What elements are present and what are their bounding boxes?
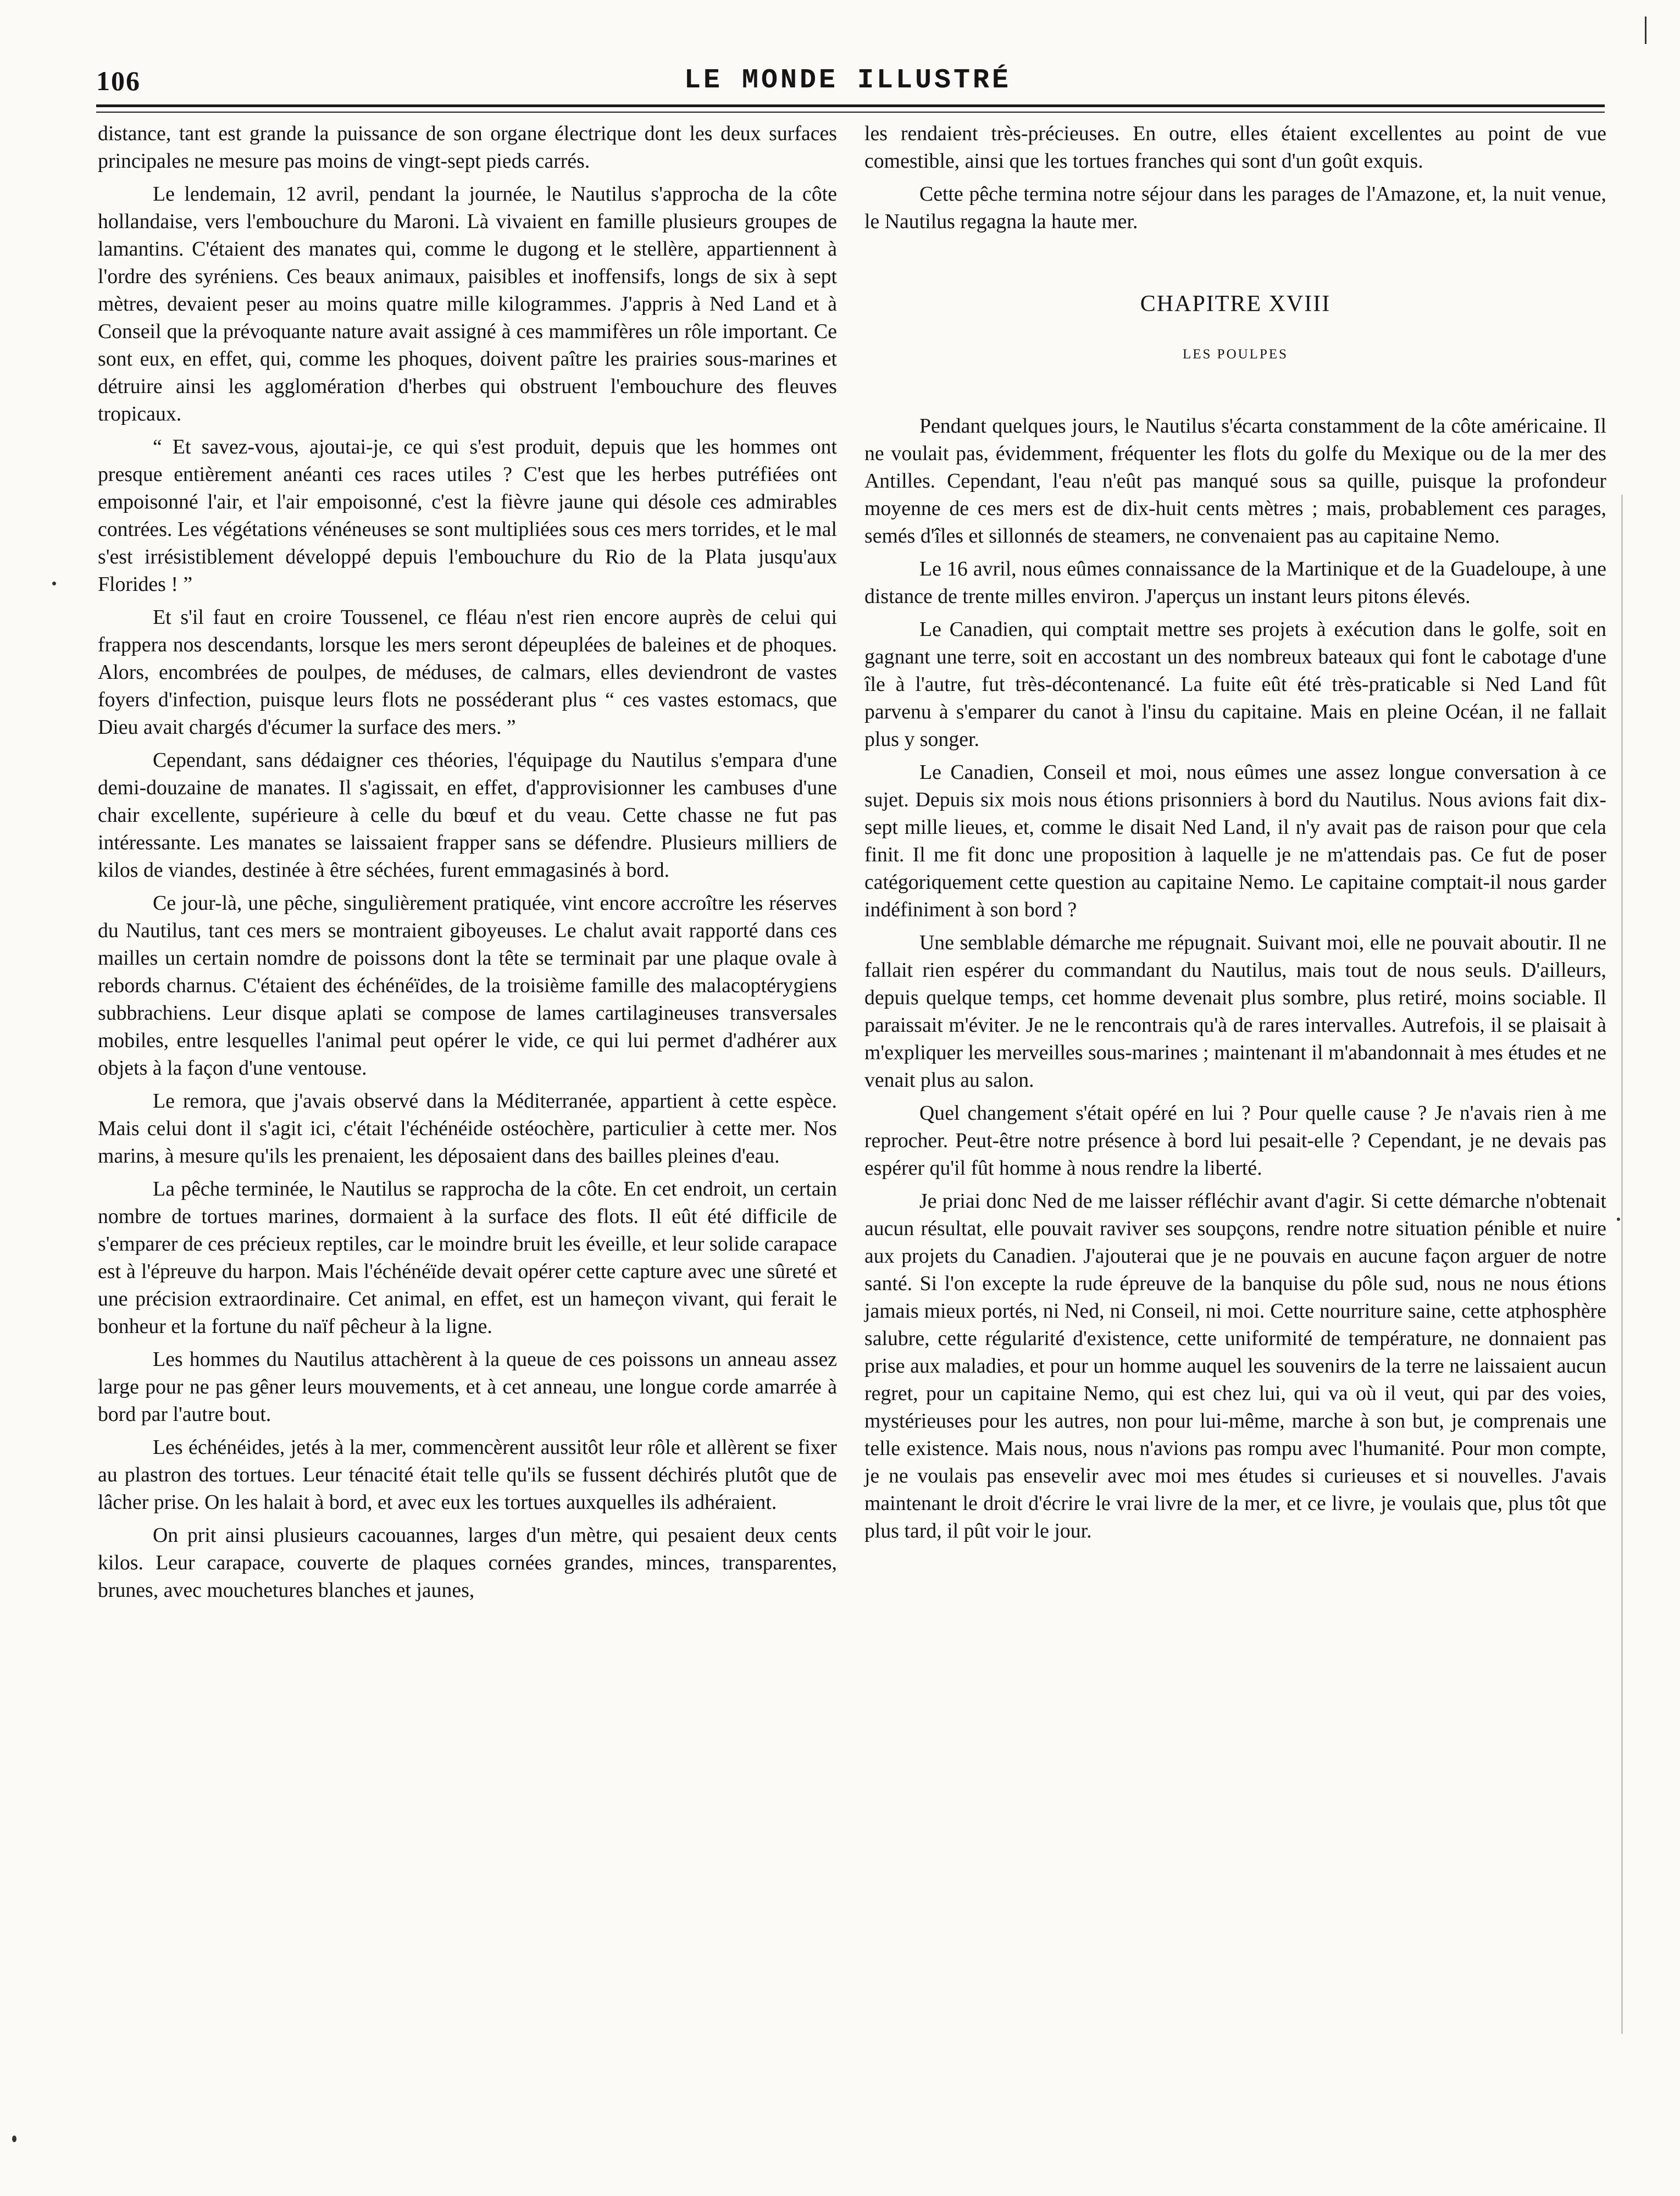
paragraph: Cependant, sans dédaigner ces théories, l'équipage du Nautilus s'empara d'une demi-douzaine de manates. Il s'agissait, en effet, d'approvisionner les cambuses d'une chair excellente, supérieure à celle du bœuf et du veau. Cette chasse ne fut pas intéressante. Les manates se laissaient frapper sans se défendre. Plusieurs milliers de kilos de viandes, destinée à être séchées, furent emmagasinés à bord. <box>98 749 837 882</box>
paragraph: Et s'il faut en croire Toussenel, ce fléau n'est rien encore auprès de celui qui frappera nos descendants, lorsque les mers seront dépeuplées de baleines et de phoques. Alors, encombrées de poulpes, de méduses, de calmars, elles deviendront de vastes foyers d'infection, puisque leurs flots ne posséderant plus “ ces vastes estomacs, que Dieu avait chargés d'écumer la surface des mers. ” <box>98 606 837 739</box>
paragraph: Je priai donc Ned de me laisser réfléchir avant d'agir. Si cette démarche n'obtenait aucun résultat, elle pouvait raviver ses soupçons, rendre notre situation pénible et nuire aux projets du Canadien. J'ajouterai que je ne pouvais en aucune façon arguer de notre santé. Si l'on excepte la rude épreuve de la banquise du pôle sud, nous ne nous étions jamais mieux portés, ni Ned, ni Conseil, ni moi. Cette nourriture saine, cette atphosphère salubre, cette régularité d'existence, cette uniformité de température, ne donnaient pas prise aux maladies, et pour un homme auquel les souvenirs de la terre ne laissaient aucun regret, pour un capitaine Nemo, qui est chez lui, qui va où il veut, qui par des voies, mystérieuses pour les autres, non pour lui-même, marche à son but, je comprenais une telle existence. Mais nous, nous n'avions pas rompu avec l'humanité. Pour mon compte, je ne voulais pas ensevelir avec moi mes études si curieuses et si nouvelles. J'avais maintenant le droit d'écrire le vrai livre de la mer, et ce livre, je voulais que, plus tôt que plus tard, il pût voir le jour. <box>864 1190 1606 1542</box>
paragraph: Cette pêche termina notre séjour dans les parages de l'Amazone, et, la nuit venue, le Nautilus regagna la haute mer. <box>864 182 1606 233</box>
paragraph: Les échénéides, jetés à la mer, commencèrent aussitôt leur rôle et allèrent se fixer au plastron des tortues. Leur ténacité était telle qu'ils se fussent déchirés plutôt que de lâcher prise. On les halait à bord, et avec eux les tortues auxquelles ils adhéraient. <box>98 1436 837 1514</box>
chapter-title: CHAPITRE XVIII <box>1140 291 1331 317</box>
print-speck <box>12 2136 16 2142</box>
header-rule-thin <box>96 112 1605 113</box>
right-column <box>864 120 1606 1550</box>
paragraph: On prit ainsi plusieurs cacouannes, larges d'un mètre, qui pesaient deux cents kilos. Leur carapace, couverte de plaques cornées grandes, minces, transparentes, brunes, avec mouchetures blanches et jaunes, <box>98 1524 837 1602</box>
left-column <box>98 120 837 1609</box>
paragraph: Le remora, que j'avais observé dans la Méditerranée, appartient à cette espèce. Mais celui dont il s'agit ici, c'était l'échénéide ostéochère, particulier à cette mer. Nos marins, à mesure qu'ils les prenaient, les déposaient dans des bailles pleines d'eau. <box>98 1089 837 1168</box>
paragraph: Le lendemain, 12 avril, pendant la journée, le Nautilus s'approcha de la côte hollandaise, vers l'embouchure du Maroni. Là vivaient en famille plusieurs groupes de lamantins. C'étaient des manates qui, comme le dugong et le stellère, appartiennent à l'ordre des syréniens. Ces beaux animaux, paisibles et inoffensifs, longs de six à sept mètres, devaient peser au moins quatre mille kilogrammes. J'appris à Ned Land et à Conseil que la prévoquante nature avait assigné à ces mammifères un rôle important. Ce sont eux, en effet, qui, comme les phoques, doivent paître les prairies sous-marines et détruire ainsi les agglomération d'herbes qui obstruent l'embouchure des fleuves tropicaux. <box>98 182 837 425</box>
header-rule-thick <box>96 104 1605 107</box>
paragraph: Une semblable démarche me répugnait. Suivant moi, elle ne pouvait aboutir. Il ne fallait rien espérer du commandant du Nautilus, mais tout de nous seuls. D'ailleurs, depuis quelque temps, cet homme devenait plus sombre, plus retiré, moins sociable. Il paraissait m'éviter. Je ne le rencontrais qu'à de rares intervalles. Autrefois, il se plaisait à m'expliquer les merveilles sous-marines ; maintenant il m'abandonnait à mes études et ne venait plus au salon. <box>864 931 1606 1092</box>
paragraph: Quel changement s'était opéré en lui ? Pour quelle cause ? Je n'avais rien à me reprocher. Peut-être notre présence à bord lui pesait-elle ? Cependant, je ne devais pas espérer qu'il fût homme à nous rendre la liberté. <box>864 1102 1606 1180</box>
paragraph: Pendant quelques jours, le Nautilus s'écarta constamment de la côte américaine. Il ne voulait pas, évidemment, fréquenter les flots du golfe du Mexique ou de la mer des Antilles. Cependant, l'eau n'eût pas manqué sous sa quille, puisque la profondeur moyenne de ces mers est de dix-huit cents mètres ; mais, probablement ces parages, semés d'îles et sillonnés de steamers, ne convenaient pas au capitaine Nemo. <box>864 414 1606 547</box>
page-header <box>96 65 1599 98</box>
paragraph: Le 16 avril, nous eûmes connaissance de la Martinique et de la Guadeloupe, à une distance de trente milles environ. J'aperçus un instant leurs pitons élevés. <box>864 557 1606 608</box>
scan-margin-shadow <box>1621 495 1623 2034</box>
paragraph: Les hommes du Nautilus attachèrent à la queue de ces poissons un anneau assez large pour ne pas gêner leurs mouvements, et à cet anneau, une longue corde amarrée à bord par l'autre bout. <box>98 1348 837 1426</box>
paragraph: Le Canadien, qui comptait mettre ses projets à exécution dans le golfe, soit en gagnant une terre, soit en accostant un des nombreux bateaux qui font le cabotage d'une île à l'autre, fut très-décontenancé. La fuite eût été très-praticable si Ned Land fût parvenu à s'emparer du canot à l'insu du capitaine. Mais en pleine Océan, il ne fallait plus y songer. <box>864 618 1606 751</box>
print-speck <box>52 582 56 585</box>
paragraph: distance, tant est grande la puissance de son organe électrique dont les deux surfaces principales ne mesure pas moins de vingt-sept pieds carrés. <box>98 122 837 173</box>
paragraph: Ce jour-là, une pêche, singulièrement pratiquée, vint encore accroître les réserves du Nautilus, tant ces mers se montraient giboyeuses. Le chalut avait rapporté dans ces mailles un certain nomdre de poissons dont la tête se terminait par une plaque ovale à rebords charnus. C'étaient des échénéïdes, de la troisième famille des malacoptérygiens subbrachiens. Leur disque aplati se compose de lames cartilagineuses transversales mobiles, entre lesquelles l'animal peut opérer le vide, ce qui lui permet d'adhérer aux objets à la façon d'une ventouse. <box>98 892 837 1080</box>
paragraph: Le Canadien, Conseil et moi, nous eûmes une assez longue conversation à ce sujet. Depuis six mois nous étions prisonniers à bord du Nautilus. Nous avions fait dix-sept mille lieues, et, comme le disait Ned Land, il n'y avait pas de raison pour que cela finit. Il me fit donc une proposition à laquelle je ne m'attendais pas. Ce fut de poser catégoriquement cette question au capitaine Nemo. Le capitaine comptait-il nous garder indéfiniment à son bord ? <box>864 761 1606 921</box>
paragraph: les rendaient très-précieuses. En outre, elles étaient excellentes au point de vue comestible, ainsi que les tortues franches qui sont d'un goût exquis. <box>864 122 1606 173</box>
chapter-subtitle: LES POULPES <box>1182 347 1289 362</box>
print-speck <box>1617 1218 1620 1221</box>
print-speck <box>1645 16 1646 44</box>
paragraph: “ Et savez-vous, ajoutai-je, ce qui s'est produit, depuis que les hommes ont presque entièrement anéanti ces races utiles ? C'est que les herbes putréfiées ont empoisonné l'air, et l'air empoisonné, c'est la fièvre jaune qui désole ces admirables contrées. Les végétations vénéneuses se sont multipliées sous ces mers torrides, et le mal s'est irrésistiblement développé depuis l'embouchure du Rio de la Plata jusqu'aux Florides ! ” <box>98 435 837 596</box>
journal-title: LE MONDE ILLUSTRÉ <box>684 65 1012 96</box>
page-number: 106 <box>96 65 141 96</box>
paragraph: La pêche terminée, le Nautilus se rapprocha de la côte. En cet endroit, un certain nombre de tortues marines, dormaient à la surface des flots. Il eût été difficile de s'emparer de ces précieux reptiles, car le moindre bruit les éveille, et leur solide carapace est à l'épreuve du harpon. Mais l'échénéïde devait opérer cette capture avec une sûreté et une précision extraordinaire. Cet animal, en effet, est un hameçon vivant, qui ferait le bonheur et la fortune du naïf pêcheur à la ligne. <box>98 1177 837 1338</box>
